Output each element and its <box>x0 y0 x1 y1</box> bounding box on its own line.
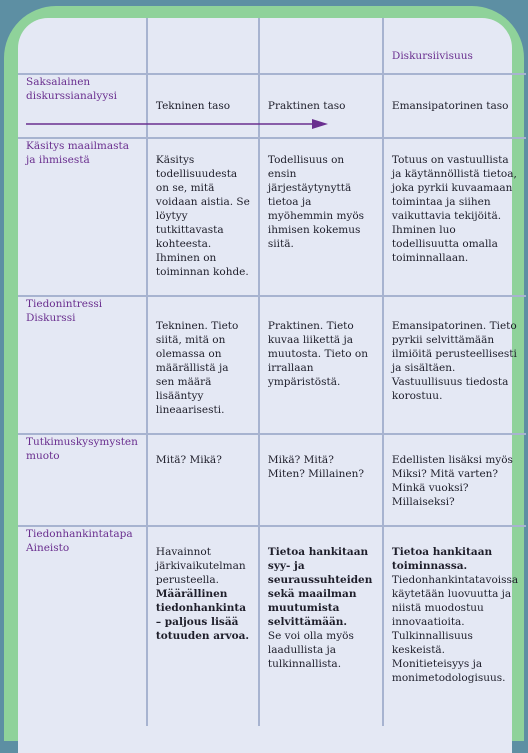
cell-text: Emansipatorinen. Tieto pyrkii selvittämään ilmiöitä perusteellisesti ja sisältäen. Vastuullisuus tiedosta korostuu. <box>391 320 517 402</box>
table-cell <box>259 526 383 726</box>
empty-cell <box>259 18 383 74</box>
cell-text <box>260 527 382 671</box>
table-cell <box>383 296 526 434</box>
top-label: Diskursiivisuus <box>391 50 473 62</box>
cell-plain-text: Havainnot järkivaikutelman perusteella. <box>155 546 246 586</box>
cell-text: Totuus on vastuullista ja käytännöllistä tietoa, joka pyrkii kuvaamaan toimintaa ja siihen vaikuttavia tekijöitä. Ihminen luo todellisuutta omalla toiminnallaan. <box>391 154 517 264</box>
table-cell <box>147 526 259 726</box>
table-cell <box>147 296 259 434</box>
empty-cell <box>147 18 259 74</box>
table-cell <box>383 138 526 296</box>
table-cell <box>383 434 526 526</box>
row-label-tutkimuskysymys: Tutkimuskysymysten muoto <box>26 436 138 462</box>
progression-arrow-icon <box>26 119 328 129</box>
cell-text <box>148 527 258 643</box>
empty-corner-cell <box>18 18 147 74</box>
cell-bold-text: Määrällinen tiedonhankinta – paljous lisää totuuden arvoa. <box>155 588 250 642</box>
row-label-cell <box>18 526 147 726</box>
table-row <box>18 18 526 74</box>
row-label-tiedonhankinta: Tiedonhankintatapa Aineisto <box>26 528 133 554</box>
table-cell <box>147 434 259 526</box>
cell-text: Tekninen. Tieto siitä, mitä on olemassa on määrällistä ja sen määrä lisääntyy lineaarisesti. <box>155 320 239 416</box>
cell-text: Edellisten lisäksi myös Miksi? Mitä varten? Minkä vuoksi? Millaiseksi? <box>391 454 513 508</box>
table-cell <box>259 434 383 526</box>
cell-text: Mitä? Mikä? <box>155 454 222 466</box>
table-row <box>18 526 526 726</box>
table-row <box>18 138 526 296</box>
cell-bold-text: Tietoa hankitaan syy- ja seuraussuhteiden sekä maailman muutumista selvittämään. <box>267 546 373 628</box>
cell-text <box>384 527 526 685</box>
row-label-tiedonintressi: Tiedonintressi Diskurssi <box>26 298 103 324</box>
table-row <box>18 434 526 526</box>
cell-plain-text: Se voi olla myös laadullista ja tulkinnallista. <box>267 630 354 670</box>
row-label-cell <box>18 434 147 526</box>
row0-header-label: Saksalainen diskurssianalyysi <box>26 76 117 102</box>
table-cell <box>147 138 259 296</box>
top-label-cell <box>383 18 526 74</box>
table-cell <box>259 296 383 434</box>
cell-text: Praktinen. Tieto kuvaa liikettä ja muutosta. Tieto on irrallaan ympäristöstä. <box>267 320 369 388</box>
row-label-kasitys: Käsitys maailmasta ja ihmisestä <box>26 140 130 166</box>
column-header-praktinen: Praktinen taso <box>267 100 346 112</box>
column-header-cell <box>383 74 526 138</box>
cell-text: Käsitys todellisuudesta on se, mitä voidaan aistia. Se löytyy tutkittavasta kohteesta. Ihminen on toiminnan kohde. <box>155 154 250 278</box>
cell-bold-text: Tietoa hankitaan toiminnassa. <box>391 546 493 572</box>
cell-text: Todellisuus on ensin järjestäytynyttä tietoa ja myöhemmin myös ihmisen kokemus siitä. <box>267 154 365 250</box>
cell-text: Mikä? Mitä? Miten? Millainen? <box>267 454 364 480</box>
column-header-emansipatorinen: Emansipatorinen taso <box>391 100 509 112</box>
table-cell <box>383 526 526 726</box>
table-row <box>18 296 526 434</box>
row-label-cell <box>18 296 147 434</box>
table-cell <box>259 138 383 296</box>
row-label-cell <box>18 138 147 296</box>
cell-plain-text: Tiedonhankintatavoissa käytetään luovuutta ja niistä muodostuu innovaatioita. Tulkinnallisuus keskeistä. Monitieteisyys ja monimetodologisuus. <box>391 574 519 684</box>
column-header-tekninen: Tekninen taso <box>155 100 231 112</box>
